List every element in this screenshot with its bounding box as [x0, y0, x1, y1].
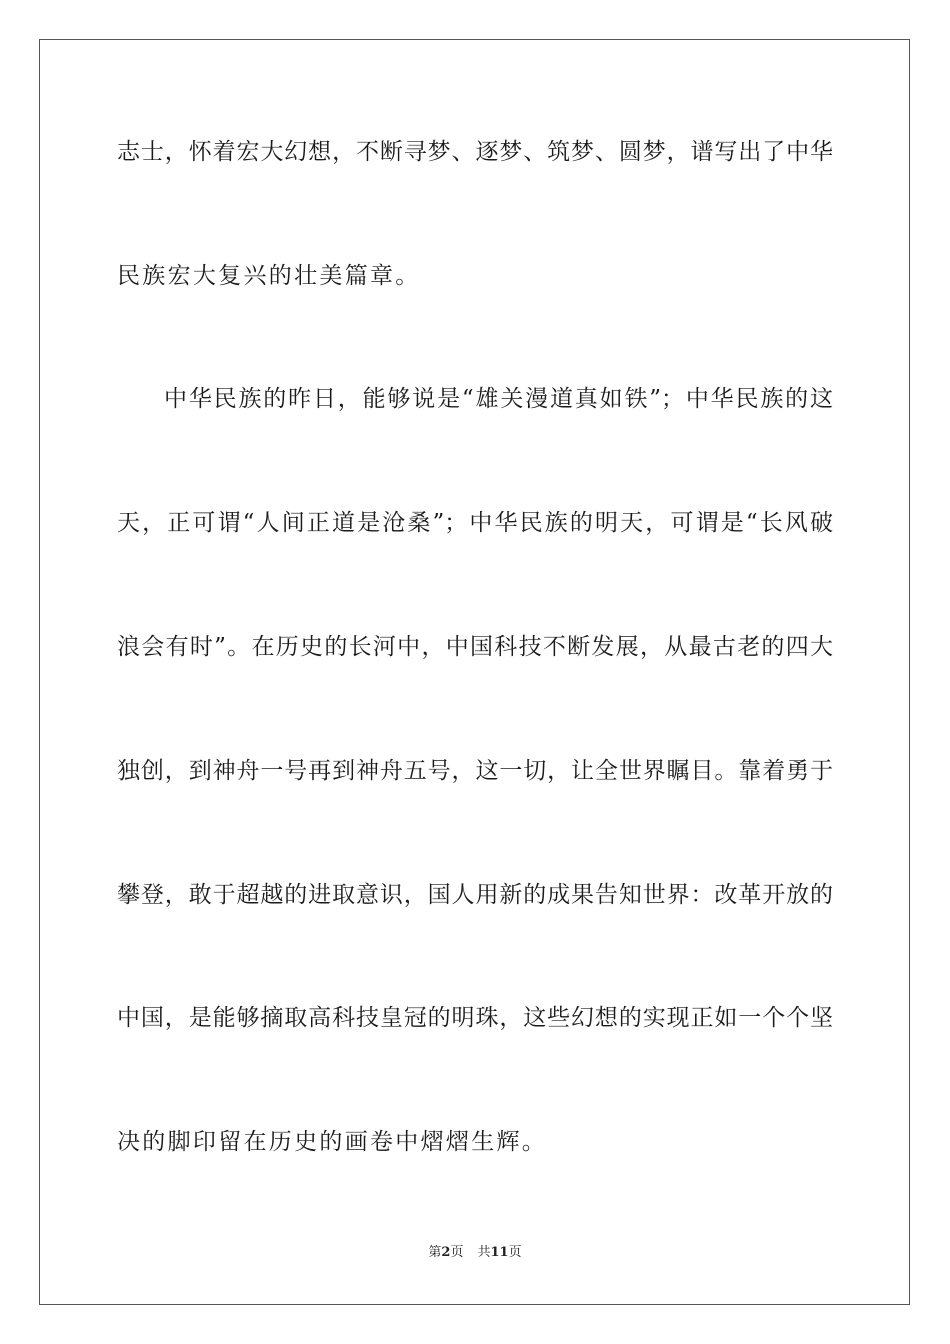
- page-border: [39, 39, 910, 1305]
- page-number: 2: [441, 1245, 451, 1260]
- page-label-suffix: 页: [450, 1245, 464, 1260]
- text-line-4: 天，正可谓“人间正道是沧桑”；中华民族的明天，可谓是“长风破: [117, 510, 833, 536]
- text-line-9: 决的脚印留在历史的画卷中熠熠生辉。: [117, 1129, 548, 1155]
- text-line-2: 民族宏大复兴的壮美篇章。: [117, 263, 421, 289]
- text-line-5: 浪会有时”。在历史的长河中，中国科技不断发展，从最古老的四大: [117, 634, 833, 660]
- text-line-7: 攀登，敢于超越的进取意识，国人用新的成果告知世界：改革开放的: [117, 882, 833, 908]
- total-label-suffix: 页: [508, 1245, 522, 1260]
- total-label-prefix: 共: [477, 1245, 491, 1260]
- page-footer: [0, 1244, 950, 1262]
- text-line-1: 志士，怀着宏大幻想，不断寻梦、逐梦、筑梦、圆梦，谱写出了中华: [117, 139, 833, 165]
- total-pages: 11: [490, 1245, 509, 1260]
- page-label-prefix: 第: [428, 1245, 442, 1260]
- text-line-3: 中华民族的昨日，能够说是“雄关漫道真如铁”；中华民族的这: [164, 386, 833, 412]
- text-line-6: 独创，到神舟一号再到神舟五号，这一切，让全世界瞩目。靠着勇于: [117, 758, 833, 784]
- text-line-8: 中国，是能够摘取高科技皇冠的明珠，这些幻想的实现正如一个个坚: [117, 1005, 833, 1031]
